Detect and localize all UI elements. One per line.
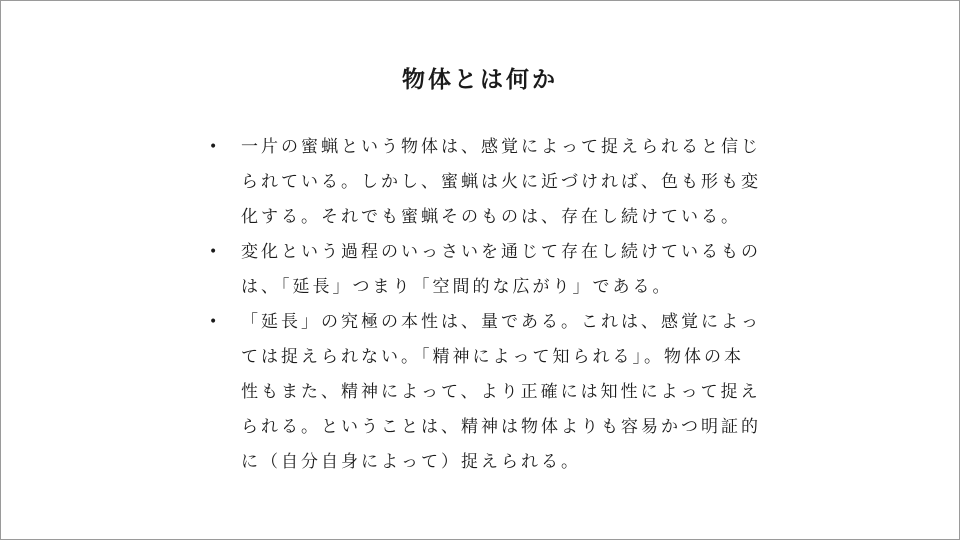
text-line: られる。ということは、精神は物体よりも容易かつ明証的 <box>241 417 761 437</box>
text-line: られている。しかし、蜜蝋は火に近づければ、色も形も変 <box>241 172 761 192</box>
bullet-marker: • <box>209 139 221 155</box>
bullet-text <box>241 235 761 305</box>
bullet-item-3 <box>207 305 761 480</box>
bullet-item-2 <box>207 235 761 305</box>
text-line: 性もまた、精神によって、より正確には知性によって捉え <box>241 382 761 402</box>
bullet-list <box>207 130 761 480</box>
text-line: 「延長」の究極の本性は、量である。これは、感覚によっ <box>241 312 761 332</box>
bullet-item-1 <box>207 130 761 235</box>
bullet-marker: • <box>209 314 221 330</box>
slide-title: 物体とは何か <box>402 66 558 93</box>
text-line: 化する。それでも蜜蝋そのものは、存在し続けている。 <box>241 207 741 227</box>
text-line: 一片の蜜蝋という物体は、感覚によって捉えられると信じ <box>241 137 761 157</box>
bullet-text <box>241 305 761 480</box>
text-line: に（自分自身によって）捉えられる。 <box>241 452 581 472</box>
text-line: 変化という過程のいっさいを通じて存在し続けているもの <box>241 242 761 262</box>
bullet-marker: • <box>209 244 221 260</box>
text-line: は、「延長」つまり「空間的な広がり」である。 <box>241 277 673 297</box>
bullet-text <box>241 130 761 235</box>
text-line: ては捉えられない。「精神によって知られる」。物体の本 <box>241 347 744 367</box>
